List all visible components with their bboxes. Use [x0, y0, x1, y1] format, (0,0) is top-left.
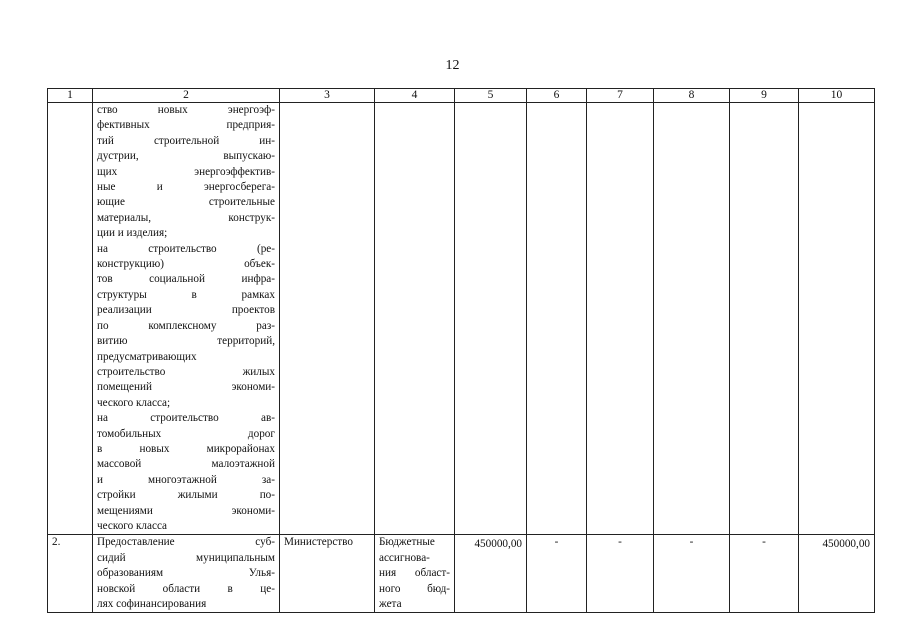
text-line: Бюджетные: [379, 536, 435, 549]
text-line: томобильных дорог: [97, 427, 275, 440]
description-text: [97, 535, 275, 612]
year-value-cell: 450000,00: [799, 535, 875, 613]
text-line: строительство жилых: [97, 365, 275, 378]
text-line: стройки жилыми по-: [97, 489, 275, 502]
value-cell: -: [654, 535, 730, 613]
value-cell: [527, 103, 587, 535]
text-line: витию территорий,: [97, 335, 275, 348]
text-line: на строительство ав-: [97, 412, 275, 425]
text-line: жета: [379, 598, 402, 610]
text-line: щих энергоэффектив-: [97, 165, 275, 178]
text-line: тий строительной ин-: [97, 134, 275, 147]
column-header: 7: [587, 89, 654, 103]
column-header: 1: [48, 89, 93, 103]
row-number-cell: [48, 103, 93, 535]
text-line: образованиям Улья-: [97, 567, 275, 580]
text-line: сидий муниципальным: [97, 551, 275, 564]
text-line: лях софинансирования: [97, 598, 207, 610]
text-line: мещениями экономи-: [97, 504, 275, 517]
column-header: 4: [375, 89, 455, 103]
column-header: 6: [527, 89, 587, 103]
text-line: по комплексному раз-: [97, 319, 275, 332]
funding-source-cell: [375, 103, 455, 535]
text-line: ные и энергосберега-: [97, 181, 275, 194]
table-row: [48, 103, 875, 535]
table-row: [48, 535, 875, 613]
responsible-cell: [280, 103, 375, 535]
text-line: на строительство (ре-: [97, 242, 275, 255]
text-line: ющие строительные: [97, 196, 275, 209]
text-line: фективных предприя-: [97, 119, 275, 132]
text-line: новской области в це-: [97, 582, 275, 595]
text-line: ческого класса;: [97, 396, 171, 409]
column-header: 9: [730, 89, 799, 103]
column-header: 8: [654, 89, 730, 103]
text-line: и многоэтажной за-: [97, 473, 275, 486]
text-line: ассигнова-: [379, 551, 430, 564]
page-number: 12: [445, 58, 460, 73]
column-header: 5: [455, 89, 527, 103]
total-value-cell: 450000,00: [455, 535, 527, 613]
text-line: ческого класса: [97, 519, 168, 532]
value-cell: [730, 103, 799, 535]
text-line: дустрии, выпускаю-: [97, 150, 275, 163]
text-line: реализации проектов: [97, 304, 275, 317]
description-cell: [93, 103, 280, 535]
description-text: [97, 103, 275, 534]
text-line: помещений экономи-: [97, 381, 275, 394]
value-cell: [654, 103, 730, 535]
table-header-row: [48, 89, 875, 103]
text-line: ного бюд-: [379, 582, 450, 595]
funding-source-cell: [375, 535, 455, 613]
text-line: ции и изделия;: [97, 227, 168, 240]
column-header: 3: [280, 89, 375, 103]
text-line: ния област-: [379, 567, 450, 580]
text-line: в новых микрорайонах: [97, 442, 275, 455]
value-cell: [455, 103, 527, 535]
text-line: структуры в рамках: [97, 288, 275, 301]
text-line: Предоставление суб-: [97, 536, 275, 549]
text-line: предусматривающих: [97, 350, 197, 363]
value-cell: -: [527, 535, 587, 613]
text-line: материалы, конструк-: [97, 211, 275, 224]
description-cell: [93, 535, 280, 613]
text-line: массовой малоэтажной: [97, 458, 275, 471]
column-header: 10: [799, 89, 875, 103]
value-cell: -: [587, 535, 654, 613]
column-header: 2: [93, 89, 280, 103]
text-line: ство новых энергоэф-: [97, 104, 275, 116]
value-cell: [799, 103, 875, 535]
text-line: конструкцию) объек-: [97, 258, 275, 271]
funding-source-text: [379, 535, 450, 612]
row-number-cell: 2.: [48, 535, 93, 613]
program-table: [47, 88, 875, 613]
text-line: тов социальной инфра-: [97, 273, 275, 286]
value-cell: [587, 103, 654, 535]
responsible-cell: Министерство: [280, 535, 375, 613]
value-cell: -: [730, 535, 799, 613]
